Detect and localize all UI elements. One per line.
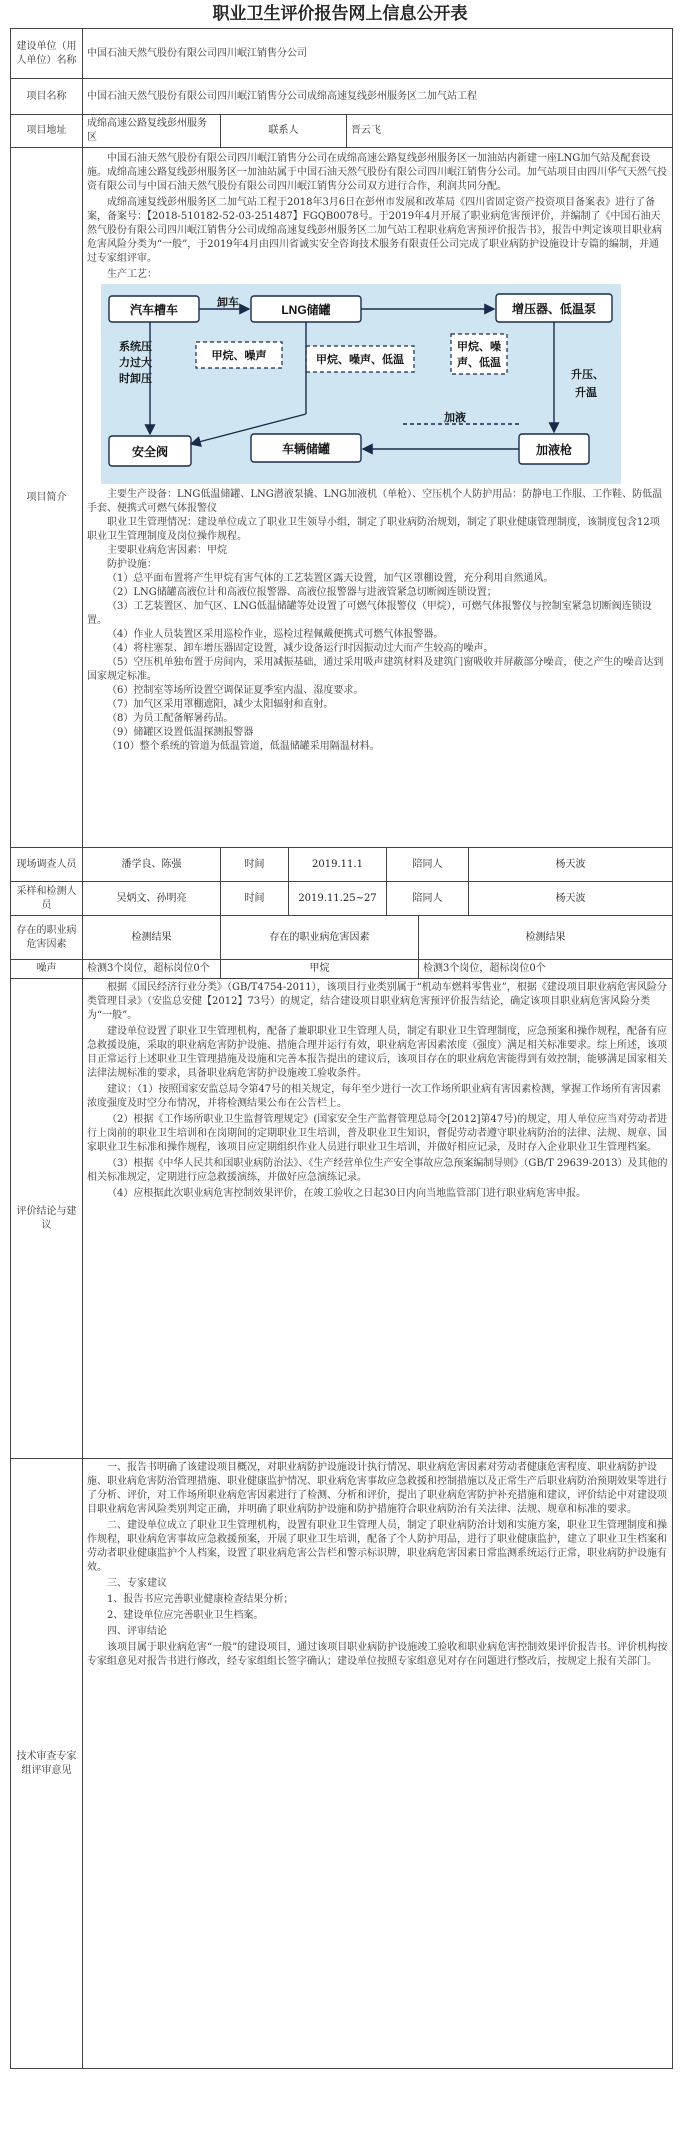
label-relief-1: 系统压 — [119, 341, 152, 353]
employer-label: 建设单位（用人单位）名称 — [11, 29, 83, 79]
field-time-label: 时间 — [221, 848, 289, 882]
field-survey-label: 现场调查人员 — [11, 848, 83, 882]
address-label: 项目地址 — [11, 115, 83, 148]
measure-item: （6）控制室等场所设置空调保证夏季室内温、湿度要求。 — [107, 685, 364, 696]
intro-content — [83, 148, 673, 848]
methane-label: 甲烷 — [221, 960, 419, 979]
field-survey-row — [11, 848, 673, 882]
measure-item: （1）总平面布置将产生甲烷有害气体的工艺装置区露天设置，加气区罩棚设置，充分利用自然通风。 — [107, 573, 554, 584]
label-storage: LNG储罐 — [281, 303, 331, 317]
hazard-col-header-2: 存在的职业病危害因素 — [221, 916, 419, 960]
process-label: 生产工艺： — [107, 269, 157, 280]
label-hazard-3b: 声、低温 — [457, 357, 501, 369]
measure-item: （8）为员工配备解暑药品。 — [107, 713, 234, 724]
employer-value: 中国石油天然气股份有限公司四川岷江销售分公司 — [83, 29, 673, 79]
measure-item: （5）空压机单独布置于房间内，采用减振基础，通过采用吸声建筑材料及建筑门窗吸收并屏蔽部分噪音，使之产生的噪音达到国家规定标准。 — [87, 657, 664, 682]
sampling-row — [11, 882, 673, 916]
intro-paragraph-1: 中国石油天然气股份有限公司四川岷江销售分公司在成绵高速公路复线彭州服务区一加油站内新建一座LNG加气站及配套设施。成绵高速公路复线彭州服务区一加油站属于中国石油天然气股份有限公司四川岷江销售分公司。加气站项目由四川华气天然气投资有限公司与中国石油天然气股份有限公司四川岷江销售分公司双方进行合作，利润共同分配。 — [87, 153, 667, 192]
label-hazard-2: 甲烷、噪声、低温 — [316, 354, 404, 366]
address-value: 成绵高速公路复线彭州服务区 — [83, 115, 221, 148]
field-escort-label: 陪同人 — [387, 848, 469, 882]
sampling-escort-label: 陪同人 — [387, 882, 469, 916]
measures-title: 防护设施： — [107, 559, 157, 570]
intro-paragraph-2: 成绵高速复线彭州服务区二加气站工程于2018年3月6日在彭州市发展和改革局《四川省固定资产投资项目备案表》进行了备案，备案号：【2018-510182-52-03-251487】FGQB0078号。于2019年4月开展了职业病危害预评价，并编制了《中国石油天然气股份有限公司四川岷江销售分公司成绵高速复线彭州服务区二加气站工程职业病危害预评价报告书》，报告中判定该项目职业病危害风险分类为“一般”，于2019年4月由四川省诚实安全咨询技术服务有限责任公司完成了职业病防护设施设计专篇的编制，并通过专家组评审。 — [87, 197, 662, 264]
label-hazard-1: 甲烷、噪声 — [211, 350, 267, 362]
employer-row — [11, 29, 673, 79]
measure-item: （3）工艺装置区、加气区、LNG低温储罐等处设置了可燃气体报警仪（甲烷），可燃气体报警仪与控制室紧急切断阀连锁设置。 — [87, 601, 652, 626]
review-paragraph: 四、评审结论 — [107, 1626, 167, 1637]
label-relief-3: 时卸压 — [119, 373, 152, 385]
review-content — [83, 1459, 673, 2069]
measure-item: （10）整个系统的管道为低温管道，低温储罐采用隔温材料。 — [107, 741, 380, 752]
label-boost-1: 升压、 — [571, 369, 604, 381]
label-hazard-3a: 甲烷、噪 — [457, 341, 501, 353]
contact-label: 联系人 — [221, 115, 347, 148]
noise-label: 噪声 — [11, 960, 83, 979]
project-name-value: 中国石油天然气股份有限公司四川岷江销售分公司成绵高速复线彭州服务区二加气站工程 — [83, 79, 673, 115]
conclusion-label: 评价结论与建议 — [11, 979, 83, 1459]
management-text: 职业卫生管理情况：建设单位成立了职业卫生领导小组，制定了职业病防治规划，制定了职业健康管理制度，该制度包含12项职业卫生管理制度及岗位操作规程。 — [87, 517, 660, 542]
sampling-time-value: 2019.11.25~27 — [289, 882, 387, 916]
label-safety-valve: 安全阀 — [131, 445, 169, 459]
project-name-row — [11, 79, 673, 115]
equipment-text: 主要生产设备：LNG低温储罐、LNG潜液泵撬、LNG加液机（单枪）、空压机个人防护用品：防静电工作服、工作鞋、防低温手套、便携式可燃气体报警仪 — [87, 489, 663, 514]
project-name-label: 项目名称 — [11, 79, 83, 115]
result-col-header-2: 检测结果 — [419, 916, 673, 960]
address-row — [11, 115, 673, 148]
sampling-people: 吴炳文、孙明亮 — [83, 882, 221, 916]
measure-item: （4）作业人员装置区采用巡检作业，巡检过程佩戴便携式可燃气体报警器。 — [107, 629, 444, 640]
conclusion-paragraph: 建设单位设置了职业卫生管理机构，配备了兼职职业卫生管理人员，制定有职业卫生管理制度，应急预案和操作规程，配备有应急救援设施，采取的职业病危害防护设施、措施合理并运行有效，职业病危害因素浓度（强度）满足相关标准要求。综上所述，该项目正常运行上述职业卫生管理措施及设施和完善本报告提出的建议后，该项目存在的职业病危害能得到有效控制，能够满足国家相关法律法规标准的要求，具备职业病危害防护设施竣工验收条件。 — [87, 1026, 667, 1079]
review-paragraph: 三、专家建议 — [107, 1578, 167, 1589]
hazard-col-header: 存在的职业病危害因素 — [11, 916, 83, 960]
intro-row — [11, 148, 673, 848]
document-title: 职业卫生评价报告网上信息公开表 — [212, 4, 468, 24]
noise-result: 检测3个岗位，超标岗位0个 — [83, 960, 221, 979]
process-flow-diagram — [101, 284, 621, 484]
conclusion-paragraph: （3）根据《中华人民共和国职业病防治法》、《生产经营单位生产安全事故应急预案编制导则》（GB/T 29639-2013）及其他的相关标准规定，定期进行应急救援演练，并做好应急演练记录。 — [87, 1158, 668, 1183]
field-escort-value: 杨天波 — [469, 848, 673, 882]
label-vehicle-tank: 车辆储罐 — [281, 442, 331, 456]
process-flow-svg — [101, 284, 621, 484]
conclusion-paragraph: 根据《国民经济行业分类》（GB/T4754-2011），该项目行业类别属于“机动车燃料零售业”，根据《建设项目职业病危害风险分类管理目录》（安监总安健【2012】73号）的规定，结合建设项目职业病危害预评价报告结论，确定该项目职业病危害风险分类为“一般”。 — [87, 982, 667, 1021]
review-paragraph: 二、建设单位成立了职业卫生管理机构，设置有职业卫生管理人员，制定了职业病防治计划和实施方案，职业卫生管理制度和操作规程，职业病危害事故应急救援预案，开展了职业卫生培训，配备了个人防护用品，进行了职业健康监护，建立了职业卫生档案和劳动者职业健康监护个人档案，设置了职业病危害公告栏和警示标识牌，职业病危害因素日常监测系统运行正常，职业病防护设施有效。 — [87, 1520, 667, 1573]
review-paragraph: 一、报告书明确了该建设项目概况，对职业病防护设施设计执行情况、职业病危害因素对劳动者健康危害程度、职业病防护设施、职业病危害防治管理措施、职业健康监护情况、职业病危害事故应急救援和控制措施以及正常生产后职业病防治预期效果等进行了分析、评价，对工作场所职业病危害因素进行了检测、分析和评价，提出了职业病危害防护补充措施和建议，评价结论中对建设项目职业病危害风险类别判定正确，并明确了职业病防护设施和防护措施符合职业病防治有关法律、法规、规章和标准的要求。 — [87, 1462, 667, 1515]
intro-label: 项目简介 — [11, 148, 83, 848]
measure-item: （7）加气区采用罩棚遮阳，减少太阳辐射和直射。 — [107, 699, 334, 710]
hazard-header-row — [11, 916, 673, 960]
measure-item: （2）LNG储罐高液位计和高液位报警器、高液位报警器与进液管紧急切断阀连锁设置； — [107, 587, 497, 598]
sampling-label: 采样和检测人员 — [11, 882, 83, 916]
methane-result: 检测3个岗位，超标岗位0个 — [419, 960, 673, 979]
review-paragraph: 2、建设单位应完善职业卫生档案。 — [107, 1610, 264, 1621]
measure-item: （4）将柱塞泵、卸车增压器固定设置，减少设备运行时因振动过大而产生较高的噪声。 — [107, 643, 494, 654]
conclusion-content — [83, 979, 673, 1459]
label-boost-2: 升温 — [575, 387, 597, 399]
review-paragraph: 1、报告书应完善职业健康检查结果分析； — [107, 1594, 294, 1605]
review-row — [11, 1459, 673, 2069]
label-relief-2: 力过大 — [119, 357, 152, 369]
conclusion-paragraph: （4）应根据此次职业病危害控制效果评价，在竣工验收之日起30日内向当地监管部门进行职业病危害申报。 — [107, 1188, 587, 1199]
label-refuel: 加液 — [444, 412, 466, 424]
hazard-text: 主要职业病危害因素：甲烷 — [107, 545, 227, 556]
label-tanker: 汽车槽车 — [129, 303, 179, 317]
result-col-header: 检测结果 — [83, 916, 221, 960]
hazard-result-row — [11, 960, 673, 979]
contact-value: 晋云飞 — [347, 115, 673, 148]
conclusion-row — [11, 979, 673, 1459]
sampling-time-label: 时间 — [221, 882, 289, 916]
label-pressurizer: 增压器、低温泵 — [511, 302, 597, 316]
label-unload: 卸车 — [217, 297, 239, 309]
conclusion-paragraph: 建议：（1）按照国家安监总局令第47号的相关规定，每年至少进行一次工作场所职业病有害因素检测，掌握工作场所有害因素浓度强度及时空分布情况，并将检测结果公布在公告栏上。 — [87, 1084, 662, 1109]
review-paragraph: 该项目属于职业病危害“一般”的建设项目，通过该项目职业病防护设施竣工验收和职业病危害控制效果评价报告书。评价机构按专家组意见对报告书进行修改，经专家组组长签字确认；建设单位按照专家组意见对存在问题进行整改后，按规定上报有关部门。 — [87, 1642, 668, 1667]
review-label: 技术审查专家组评审意见 — [11, 1459, 83, 2069]
sampling-escort-value: 杨天波 — [469, 882, 673, 916]
field-survey-people: 潘学良、陈强 — [83, 848, 221, 882]
field-time-value: 2019.11.1 — [289, 848, 387, 882]
label-dispenser: 加液枪 — [535, 443, 573, 457]
info-table — [10, 28, 673, 2069]
conclusion-paragraph: （2）根据《工作场所职业卫生监督管理规定》(国家安全生产监督管理总局令[2012]第47号)的规定，用人单位应当对劳动者进行上岗前的职业卫生培训和在岗期间的定期职业卫生培训，普及职业卫生知识，督促劳动者遵守职业病防治的法律、法规、规章、国家职业卫生标准和操作规程，该项目应定期组织作业人员进行职业卫生培训，并做好相应记录，及时存入企业职业卫生管理档案。 — [87, 1114, 668, 1153]
measure-item: （9）储罐区设置低温探测报警器 — [107, 727, 254, 738]
